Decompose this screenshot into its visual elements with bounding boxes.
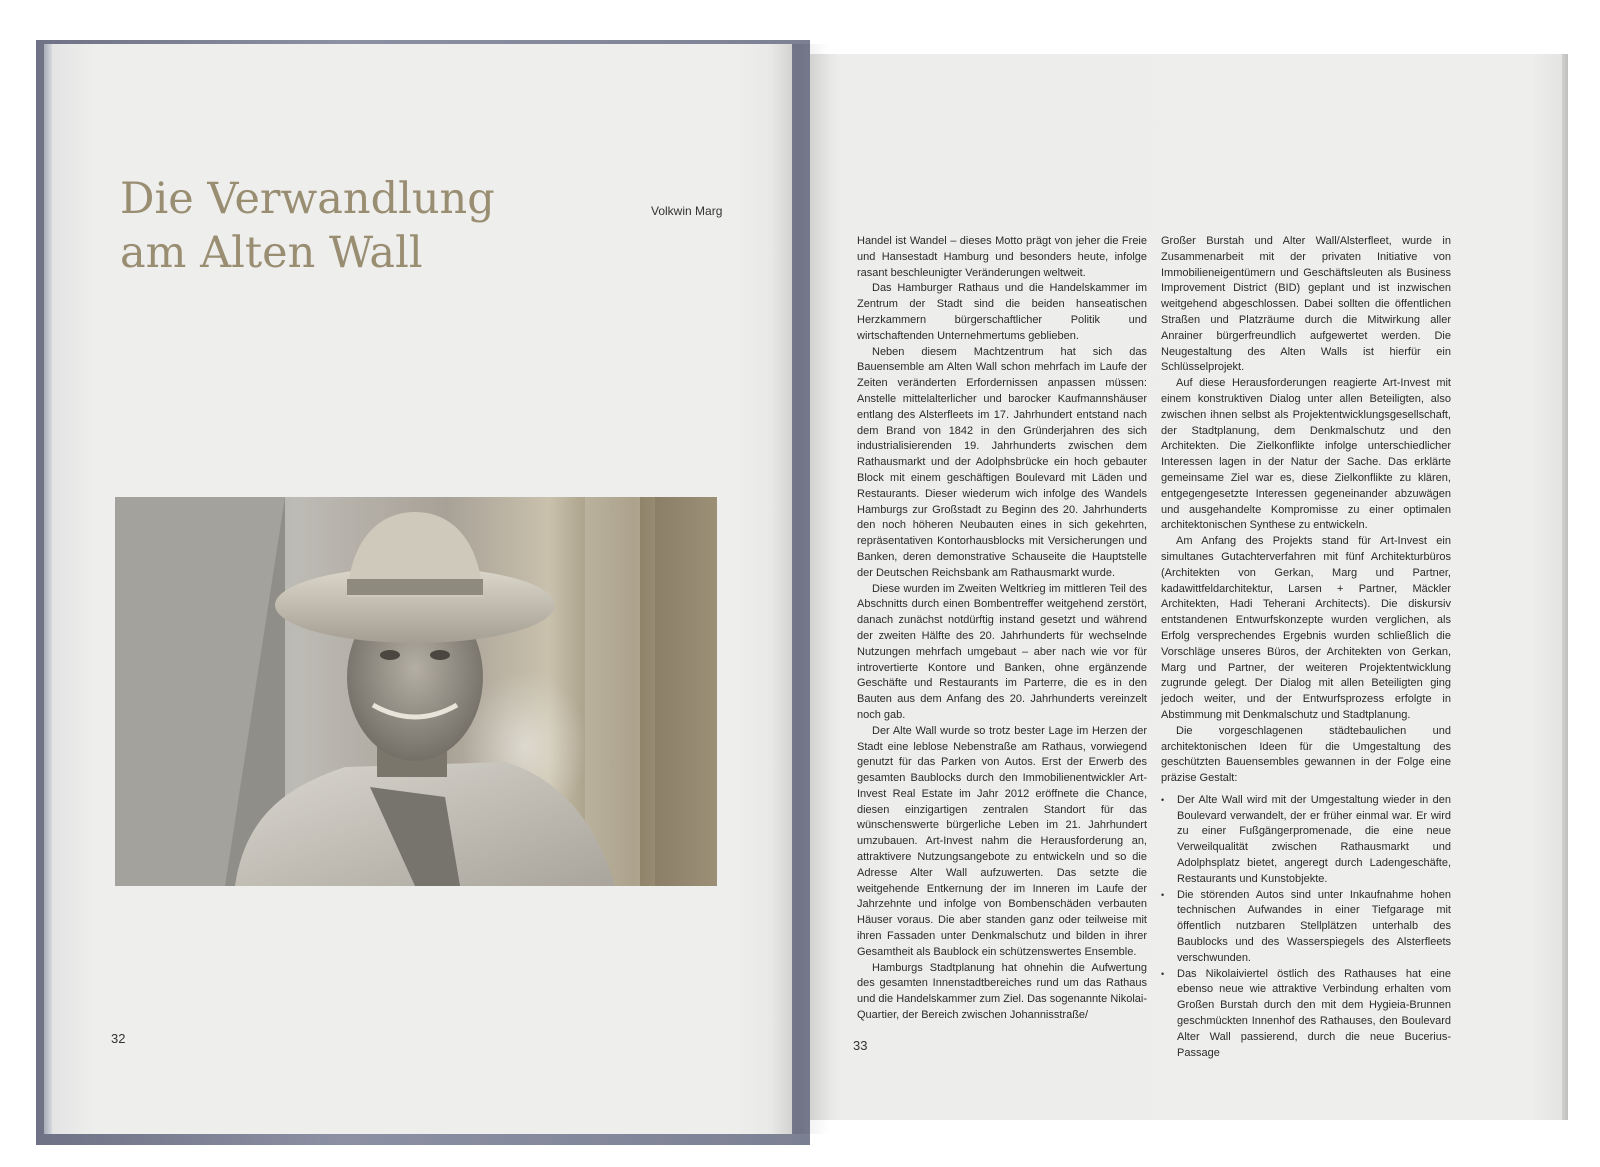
bullet-item: • Die störenden Autos sind unter Inkaufnahme hohen technischen Aufwandes in einer Tiefgarage mit öffentlich nutzbaren Stellplätzen unterhalb des Baublocks und des Wasserspiegels des Alsterfleets verschwunden. <box>1161 888 1451 967</box>
page-stack-edge-left <box>44 44 52 1134</box>
paragraph: Auf diese Herausforderungen reagierte Art-Invest mit einem konstruktiven Dialog unter allen Beteiligten, also zwischen ihnen selbst als Projektentwicklungsgesellschaft, der Stadtplanung, dem Denkmalschutz und den Architekten. Die Zielkonflikte infolge unterschiedlicher Interessen lagen in der Natur der Sache. Das erklärte gemeinsame Ziel war es, diese Zielkonflikte zu klären, entgegengesetzte Interessen gegeneinander abzuwägen und ausgehandelte Kompromisse zu einer optimalen architektonischen Synthese zu entwickeln. <box>1161 377 1451 532</box>
paragraph: Handel ist Wandel – dieses Motto prägt von jeher die Freie und Hansestadt Hamburg und besonders heute, infolge rasant beschleunigter Veränderungen weltweit. <box>857 235 1147 279</box>
paragraph: Die vorgeschlagenen städtebaulichen und architektonischen Ideen für die Umgestaltung des geschützten Bauensembles gewannen in der Folge eine präzise Gestalt: <box>1161 724 1451 785</box>
paragraph: Diese wurden im Zweiten Weltkrieg im mittleren Teil des Abschnitts durch einen Bombentreffer weitgehend zerstört, danach zunächst notdürftig instand gesetzt und während der zweiten Hälfte des 20. Jahrhunderts für wechselnde Nutzungen mehrfach umgebaut – aber nach wie vor für introvertierte Kontore und Banken, ohne ergänzende Geschäfte und Restaurants im Parterre, die es in den Bauten aus dem Anfang des 20. Jahrhunderts vereinzelt noch gab. <box>857 582 1147 721</box>
article-title: Die Verwandlung am Alten Wall <box>120 174 495 278</box>
page-number-right: 33 <box>853 1038 868 1053</box>
author-name: Volkwin Marg <box>651 204 723 218</box>
paragraph: Neben diesem Machtzentrum hat sich das Bauensemble am Alten Wall schon mehrfach im Laufe der Zeiten veränderten Erfordernissen anpassen müssen: Anstelle mittelalterlicher und barocker Kaufmannshäuser entlang des Alsterfleets im 17. Jahrhundert entstand nach dem Brand von 1842 in den Gründerjahren des sich industrialisierenden 19. Jahrhunderts zwischen dem Rathausmarkt und der Adolphsbrücke ein hoch gebauter Block mit einem geschäftigen Boulevard mit Läden und Restaurants. Dieser wiederum wich infolge des Wandels Hamburgs zur Großstadt zu Beginn des 20. Jahrhunderts den noch höheren Neubauten eines in sich gekehrten, repräsentativen Kontorhausblocks mit Versicherungen und Banken, deren demonstrative Schauseite die Hauptstelle der Deutschen Reichsbank am Rathausmarkt wurde. <box>857 345 1147 579</box>
paragraph: Das Hamburger Rathaus und die Handelskammer im Zentrum der Stadt sind die beiden hanseatischen Herzkammern bürgerschaftlicher Politik und wirtschaftenden Unternehmertums geblieben. <box>857 282 1147 342</box>
page-number-left: 32 <box>111 1031 126 1046</box>
portrait-photo <box>115 497 717 886</box>
paragraph: Hamburgs Stadtplanung hat ohnehin die Aufwertung des gesamten Innenstadtbereiches rund um das Rathaus und die Handelskammer zum Ziel. Das sogenannte Nikolai-Quartier, der Bereich zwischen Johannisstraße/ <box>857 961 1147 1022</box>
bullet-list <box>1161 793 1451 1062</box>
text-column-1 <box>857 234 1147 1024</box>
bullet-item: • Der Alte Wall wird mit der Umgestaltung wieder in den Boulevard verwandelt, der er früher einmal war. Er wird zu einer Fußgängerpromenade, die eine neue Verweilqualität zwischen Rathausmarkt und Adolphsplatz bietet, angeregt durch Ladengeschäfte, Restaurants und Kunstobjekte. <box>1161 793 1451 888</box>
book-cover-right <box>800 40 810 1145</box>
paragraph: Großer Burstah und Alter Wall/Alsterfleet, wurde in Zusammenarbeit mit der privaten Initiative von Immobilieneigentümern und Geschäftsleuten als Business Improvement District (BID) geplant und ist inzwischen weitgehend abgeschlossen. Dabei sollten die öffentlichen Straßen und Platzräume durch die Mitwirkung aller Anrainer bürgerfreundlich aufgewertet werden. Die Neugestaltung des Alten Walls ist hierfür ein Schlüsselprojekt. <box>1161 235 1451 374</box>
paragraph: Der Alte Wall wurde so trotz bester Lage im Herzen der Stadt eine leblose Nebenstraße am Rathaus, vorwiegend genutzt für das Parken von Autos. Erst der Erwerb des gesamten Baublocks durch den Immobilienentwickler Art-Invest Real Estate im Jahr 2012 eröffnete die Chance, diesen einzigartigen zentralen Standort für das wünschenswerte bürgerliche Leben im 21. Jahrhundert umzubauen. Art-Invest nahm die Herausforderung an, attraktivere Nutzungsangebote zu entwickeln und so die Adresse Alter Wall aufzuwerten. Das setzte die weitgehende Entkernung der im Inneren im Laufe der Jahrzehnte und infolge von Bombenschäden verbauten Häuser voraus. Die aber standen ganz oder teilweise mit ihren Fassaden unter Denkmalschutz und bilden in ihrer Gesamtheit als Baublock ein schützenswertes Ensemble. <box>857 724 1147 958</box>
text-column-2 <box>1161 234 1451 1061</box>
paragraph: Am Anfang des Projekts stand für Art-Invest ein simultanes Gutachterverfahren mit fünf Architekturbüros (Architekten von Gerkan, Marg und Partner, kadawittfeldarchitektur, Larsen + Partner, Mäckler Architekten, Hadi Teherani Architects). Die diskursiv entstandenen Entwurfskonzepte wurden verglichen, als Erfolg versprechendes Ergebnis wurden schließlich die Vorschläge unseres Büros, der Architekten von Gerkan, Marg und Partner, der weiteren Projektentwicklung zugrunde gelegt. Der Dialog mit allen Beteiligten ging jedoch weiter, und der Entwurfsprozess erfolgte in Abstimmung mit Denkmalschutz und Stadtplanung. <box>1161 535 1451 721</box>
bullet-item: • Das Nikolaiviertel östlich des Rathauses hat eine ebenso neue wie attraktive Verbindung erhalten vom Großen Burstah durch den mit dem Hygieia-Brunnen geschmückten Innenhof des Rathauses, den Boulevard Alter Wall passierend, durch die neue Bucerius-Passage <box>1161 967 1451 1062</box>
